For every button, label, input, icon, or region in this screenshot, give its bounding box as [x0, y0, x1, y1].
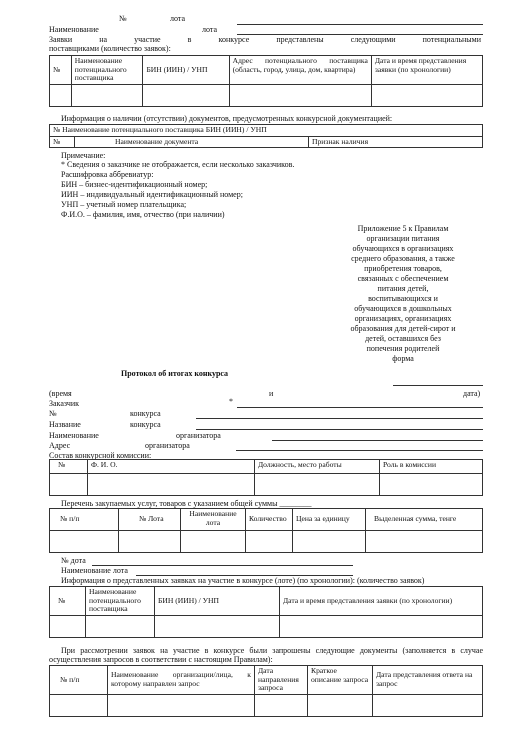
table-row: [50, 531, 483, 553]
table-header-row: [50, 509, 483, 531]
customer-label: Заказчик: [49, 399, 80, 408]
cell: [308, 695, 373, 717]
organizer-name-label: Наименование: [49, 431, 99, 440]
documents-table: [49, 124, 483, 148]
col-header: Выделенная сумма, тенге: [366, 509, 483, 531]
note-line: ИИН – индивидуальный идентификационный номер;: [61, 190, 243, 199]
contest-number-label: №: [49, 409, 57, 418]
col-header: №: [50, 136, 75, 148]
cell: [119, 531, 181, 553]
organizer-name-label-2: организатора: [176, 431, 221, 440]
organizer-address-label-2: организатора: [145, 441, 190, 450]
col-header: Должность, место работы: [255, 460, 380, 474]
documents-info: Информация о наличии (отсутствии) документов, предусмотренных конкурсной документацией:: [61, 114, 393, 123]
customer-star: *: [229, 397, 233, 406]
notes-title: Примечание:: [61, 151, 106, 160]
applications-line-1: [49, 35, 481, 44]
appendix-line: питания детей,: [377, 284, 429, 293]
requests-table: [49, 665, 483, 717]
cell: [50, 474, 88, 496]
table-row: [50, 85, 483, 107]
word: Заявки: [49, 35, 73, 44]
col-header: Наименование потенциального поставщика: [71, 56, 143, 85]
appendix-line: приобретения товаров,: [364, 264, 442, 273]
col-header: БИН (ИИН) / УНП: [143, 56, 229, 85]
col-header: Роль в комиссии: [380, 460, 483, 474]
lot-number-line: [237, 24, 483, 25]
col-header: №: [50, 460, 88, 474]
appendix-line: обучающихся в дошкольных: [354, 304, 452, 313]
appendix-line: попечения родителей: [366, 344, 440, 353]
lot-no-label: № дота: [61, 556, 86, 565]
contest-name-line: [196, 429, 483, 430]
table-row: [50, 125, 483, 137]
note-line: * Сведения о заказчике не отображается, если несколько заказчиков.: [61, 160, 295, 169]
cell: [255, 474, 380, 496]
col-header: Наименование организации/лица, к которому направлен запрос: [108, 666, 255, 695]
word: в: [187, 35, 192, 44]
col-header: Дата и время представления заявки (по хронологии): [371, 56, 482, 85]
appendix-line: среднего образования, а также: [351, 254, 455, 263]
word: потенциальными: [422, 35, 481, 44]
cell: [373, 695, 483, 717]
table-row: [50, 616, 483, 638]
table-header-row: [50, 460, 483, 474]
documents-supplier-row: № Наименование потенциального поставщика БИН (ИИН) / УНП: [50, 125, 483, 137]
contest-name-label-2: конкурса: [130, 420, 161, 429]
lot-no-line: [92, 565, 353, 566]
contest-number-line: [196, 418, 483, 419]
date-top-line: [393, 385, 483, 386]
note-line: БИН – бизнес-идентификационный номер;: [61, 180, 208, 189]
lot-label: лота: [170, 14, 186, 23]
col-header: № Лота: [119, 509, 181, 531]
word: представлены: [276, 35, 324, 44]
lot-name-label-2: лота: [202, 25, 218, 34]
appendix-line: Приложение 5 к Правилам: [357, 224, 449, 233]
col-header: Цена за единицу: [293, 509, 366, 531]
lot-number-label: №: [119, 14, 127, 23]
cell: [50, 695, 108, 717]
appendix-line: образования для детей-сирот и: [350, 324, 456, 333]
col-header: Адрес потенциального поставщика (область, город, улица, дом, квартира): [229, 56, 371, 85]
appendix-line: организации питания: [366, 234, 440, 243]
word: следующими: [350, 35, 396, 44]
cell: [71, 85, 143, 107]
organizer-name-line: [272, 440, 483, 441]
cell: [371, 85, 482, 107]
cell: [380, 474, 483, 496]
cell: [255, 695, 308, 717]
appendix-block: [333, 224, 473, 364]
applications-line-2: поставщиками (количество заявок):: [49, 44, 171, 53]
word: конкурсе: [218, 35, 250, 44]
cell: [280, 616, 483, 638]
purchase-list-label: Перечень закупаемых услуг, товаров с указанием общей суммы ________: [61, 499, 312, 508]
organizer-address-line: [236, 450, 483, 451]
suppliers-table: [49, 55, 483, 107]
col-header: Наименование потенциального поставщика: [86, 587, 155, 616]
cell: [181, 531, 246, 553]
cell: [50, 616, 86, 638]
purchase-table: [49, 508, 483, 553]
appendix-line: детей, оставшихся без: [365, 334, 441, 343]
col-header: Наименование документа: [75, 136, 309, 148]
lot-applications-table: [49, 586, 483, 638]
col-header: Краткое описание запроса: [308, 666, 373, 695]
table-header-row: [50, 56, 483, 85]
cell: [143, 85, 229, 107]
lot-applications-info: Информация о представленных заявках на участие в конкурсе (лоте) (по хронологии): (количество заявок): [61, 576, 425, 585]
cell: [86, 616, 155, 638]
requests-paragraph: При рассмотрении заявок на участие в конкурсе были запрошены следующие документы (заполняется в случае осуществления запросов в соответствии с настоящим Правилам):: [49, 646, 483, 665]
and-label: и: [269, 389, 274, 398]
cell: [366, 531, 483, 553]
col-header: № п/п: [50, 666, 108, 695]
table-row: [50, 136, 483, 148]
col-header: №: [50, 587, 86, 616]
col-header: Дата и время представления заявки (по хронологии): [280, 587, 483, 616]
cell: [108, 695, 255, 717]
cell: [88, 474, 255, 496]
note-line: Ф.И.О. – фамилия, имя, отчество (при наличии): [61, 210, 225, 219]
cell: [229, 85, 371, 107]
appendix-line: обучающихся в организациях: [352, 244, 454, 253]
col-header: Наименование лота: [181, 509, 246, 531]
word: участие: [134, 35, 161, 44]
customer-line: [237, 407, 483, 408]
cell: [293, 531, 366, 553]
col-header: Ф. И. О.: [88, 460, 255, 474]
col-header: Количество: [246, 509, 293, 531]
date-label: дата): [463, 389, 481, 398]
table-header-row: [50, 587, 483, 616]
lot-name-label: Наименование: [49, 25, 99, 34]
note-line: УНП – учетный номер плательщика;: [61, 200, 187, 209]
col-header: № п/п: [50, 509, 119, 531]
note-line: Расшифровка аббревиатур:: [61, 170, 154, 179]
cell: [155, 616, 280, 638]
appendix-line: форма: [392, 354, 414, 363]
cell: [50, 531, 119, 553]
time-label: (время: [49, 389, 72, 398]
col-header: Дата направления запроса: [255, 666, 308, 695]
cell: [50, 85, 72, 107]
col-header: Дата представления ответа на запрос: [373, 666, 483, 695]
contest-label: конкурса: [130, 409, 161, 418]
col-header: Признак наличия: [309, 136, 483, 148]
table-header-row: [50, 666, 483, 695]
word: на: [99, 35, 108, 44]
organizer-address-label: Адрес: [49, 441, 71, 450]
protocol-title: Протокол об итогах конкурса: [121, 369, 229, 378]
contest-name-label: Название: [49, 420, 81, 429]
commission-label: Состав конкурсной комиссии:: [49, 451, 152, 460]
commission-table: [49, 459, 483, 496]
cell: [246, 531, 293, 553]
col-header: БИН (ИИН) / УНП: [155, 587, 280, 616]
table-row: [50, 695, 483, 717]
appendix-line: организациях, организациях: [354, 314, 452, 323]
lot-name-info-label: Наименование лота: [61, 566, 128, 575]
col-header: №: [50, 56, 72, 85]
appendix-line: связанных с обеспечением: [357, 274, 449, 283]
appendix-line: воспитывающихся и: [368, 294, 438, 303]
table-row: [50, 474, 483, 496]
